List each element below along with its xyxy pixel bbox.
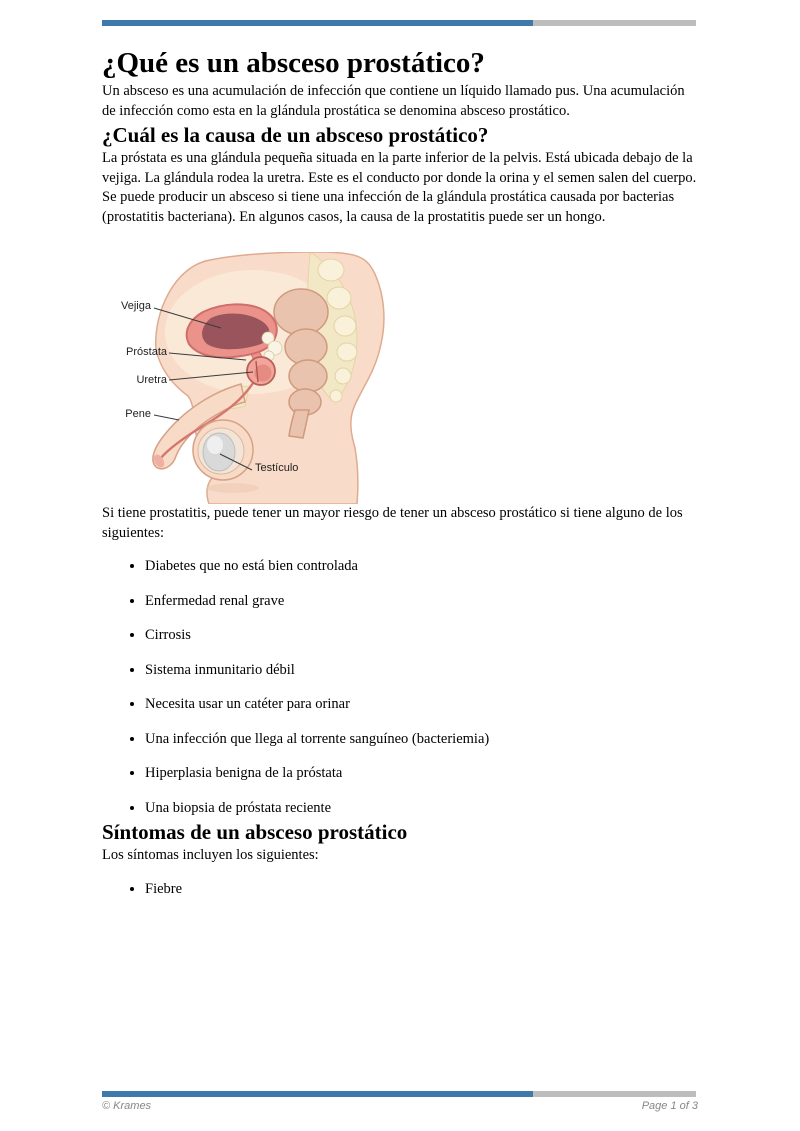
cause-paragraph: La próstata es una glándula pequeña situada en la parte inferior de la pelvis. Está ubicada debajo de la vejiga. La glándula rodea la uretra. Este es el conducto por donde la orina y el semen salen del cuerpo. Se puede producir un absceso si tiene una infección de la glándula prostática causada por bacterias (prostatitis bacteriana). En algunos casos, la causa de la prostatitis puede ser un hongo.: [102, 150, 697, 225]
intro-paragraph: Un absceso es una acumulación de infección que contiene un líquido llamado pus. Una acumulación de infección como esta en la glándula prostática se denomina absceso prostático.: [102, 83, 685, 119]
figure-label-penis: Pene: [125, 408, 151, 420]
list-item: • Una infección que llega al torrente sanguíneo (bacteriemia): [145, 730, 698, 750]
symptoms-section-heading: Síntomas de un absceso prostático: [102, 820, 408, 844]
testicle-highlight: [207, 436, 223, 454]
scrotum-shadow: [207, 483, 259, 493]
symptoms-intro-paragraph: Los síntomas incluyen los siguientes:: [102, 847, 319, 863]
footer-page-indicator: Page 1 of 3: [641, 1100, 698, 1112]
list-item: • Hiperplasia benigna de la próstata: [145, 764, 698, 784]
list-item: • Necesita usar un catéter para orinar: [145, 695, 698, 715]
risk-intro-paragraph: Si tiene prostatitis, puede tener un mayor riesgo de tener un absceso prostático si tiene alguno de los siguientes:: [102, 505, 683, 541]
figure-label-prostate: Próstata: [126, 346, 167, 358]
list-item: • Cirrosis: [145, 626, 698, 646]
list-item: • Enfermedad renal grave: [145, 592, 698, 612]
cause-section-heading: ¿Cuál es la causa de un absceso prostático?: [102, 123, 489, 147]
list-item: • Fiebre: [145, 880, 698, 900]
footer-accent-bar: [102, 1091, 696, 1097]
header-accent-bar-gray: [533, 20, 696, 26]
footer-accent-bar-blue: [102, 1091, 533, 1097]
risk-factor-list: [102, 557, 698, 818]
figure-label-urethra: Uretra: [136, 374, 167, 386]
page-title: ¿Qué es un absceso prostático?: [102, 47, 485, 79]
list-item: • Sistema inmunitario débil: [145, 661, 698, 681]
footer-text-row: [102, 1100, 698, 1112]
header-accent-bar-blue: [102, 20, 533, 26]
list-item: • Una biopsia de próstata reciente: [145, 799, 698, 819]
anatomy-figure: [105, 252, 405, 504]
page-footer: [102, 1091, 698, 1112]
header-accent-bar: [102, 20, 696, 26]
figure-label-bladder: Vejiga: [121, 300, 151, 312]
footer-accent-bar-gray: [533, 1091, 696, 1097]
symptom-list: [102, 880, 698, 900]
footer-copyright: © Krames: [102, 1100, 152, 1112]
list-item: • Diabetes que no está bien controlada: [145, 557, 698, 577]
figure-label-testicle: Testículo: [255, 462, 299, 474]
